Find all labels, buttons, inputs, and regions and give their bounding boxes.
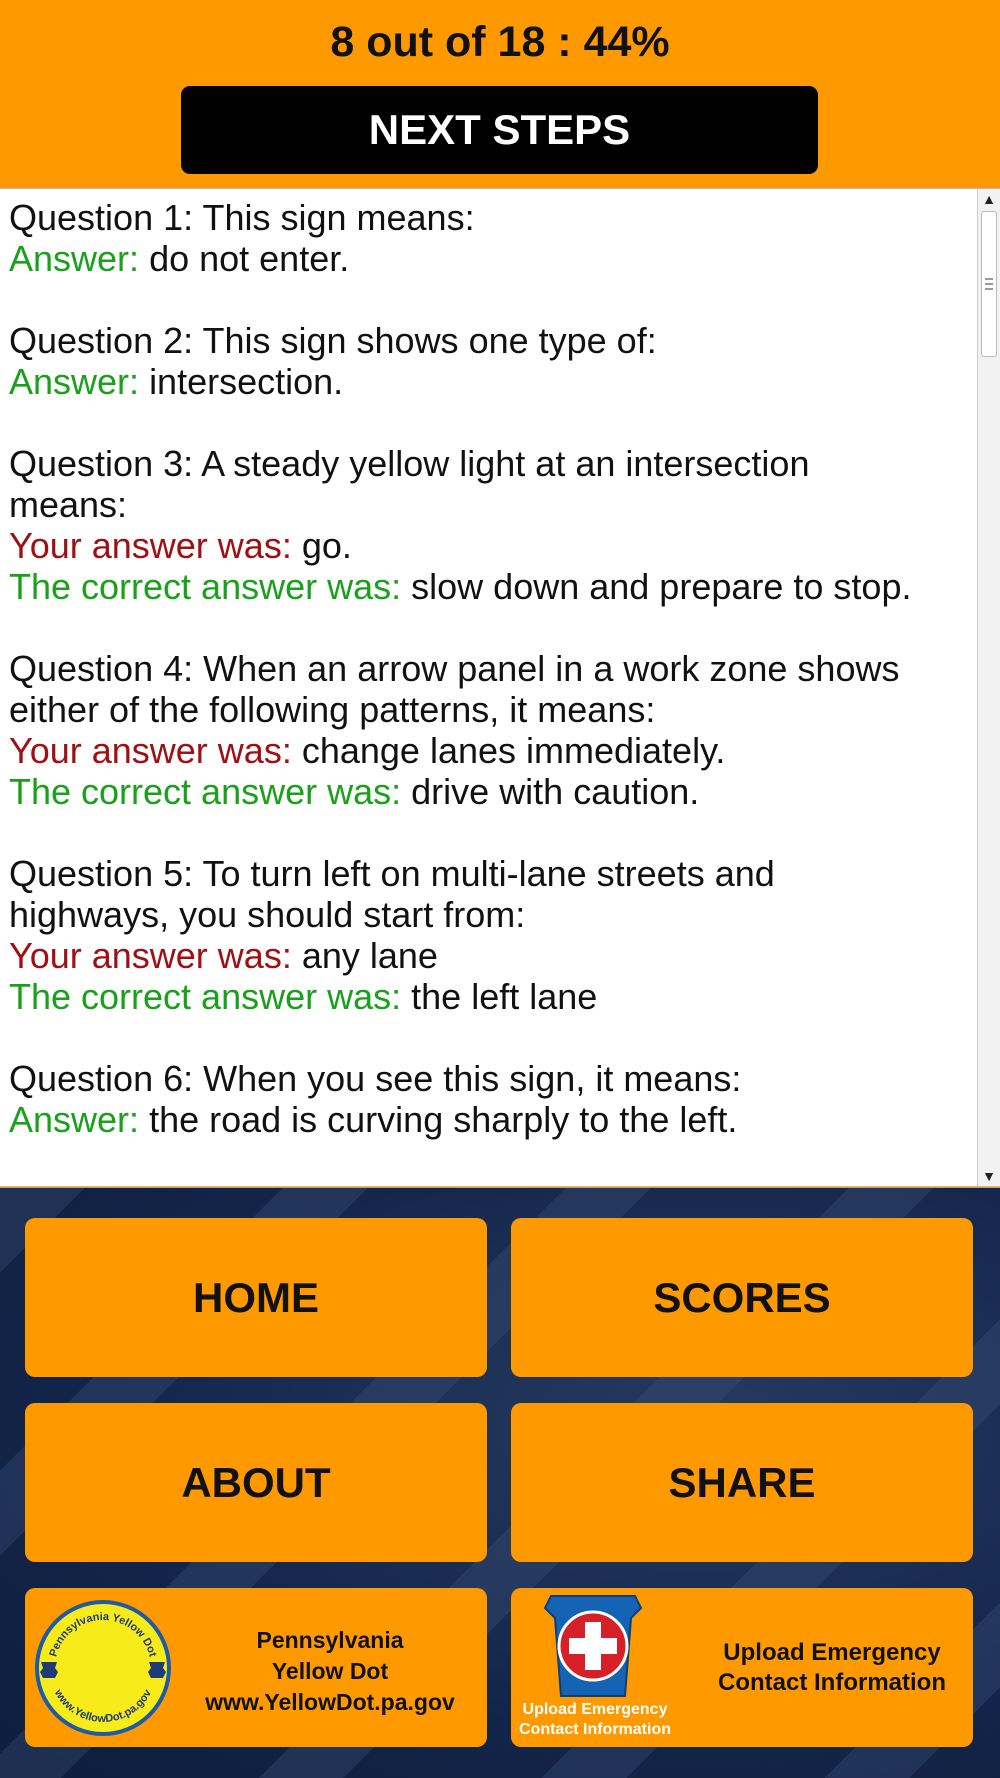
scrollbar[interactable] (977, 189, 1000, 1186)
answer-text: do not enter. (149, 238, 350, 279)
your-answer-label: Your answer was: (9, 730, 292, 771)
correct-answer-line (9, 976, 974, 1017)
your-answer-text: any lane (301, 935, 438, 976)
question-text: Question 1: This sign means: (9, 197, 475, 238)
question-text: Question 4: When an arrow panel in a work zone shows (9, 648, 900, 689)
results-list[interactable] (0, 188, 1000, 1187)
question-text: Question 5: To turn left on multi-lane streets and (9, 853, 775, 894)
home-button[interactable]: HOME (25, 1218, 487, 1377)
share-button[interactable]: SHARE (511, 1403, 973, 1562)
correct-answer-label: The correct answer was: (9, 566, 402, 607)
scroll-down-arrow-icon[interactable]: ▼ (982, 1168, 996, 1184)
scores-button[interactable]: SCORES (511, 1218, 973, 1377)
correct-answer-label: The correct answer was: (9, 771, 402, 812)
question-item (9, 443, 974, 607)
correct-answer-text: drive with caution. (411, 771, 700, 812)
keystone-caption-line-2: Contact Information (519, 1721, 671, 1738)
keystone-caption-line-1: Upload Emergency (522, 1701, 668, 1718)
grip-lines-icon (985, 278, 993, 290)
scroll-thumb[interactable] (981, 211, 997, 357)
your-answer-label: Your answer was: (9, 525, 292, 566)
yellow-dot-line-2: Yellow Dot (271, 1658, 389, 1684)
answer-line (9, 361, 974, 402)
upload-emergency-text (701, 1638, 963, 1698)
answer-line (9, 1099, 974, 1140)
results-content (9, 197, 974, 1181)
correct-answer-label: The correct answer was: (9, 976, 402, 1017)
next-steps-button[interactable]: NEXT STEPS (181, 86, 818, 174)
answer-text: intersection. (149, 361, 344, 402)
question-text: Question 6: When you see this sign, it means: (9, 1058, 742, 1099)
your-answer-line (9, 730, 974, 771)
correct-answer-text: the left lane (411, 976, 598, 1017)
question-item (9, 648, 974, 812)
yellow-dot-line-1: Pennsylvania (256, 1627, 404, 1653)
question-text: Question 2: This sign shows one type of: (9, 320, 657, 361)
your-answer-text: go. (301, 525, 352, 566)
question-text: either of the following patterns, it means: (9, 689, 656, 730)
correct-answer-line (9, 566, 974, 607)
yellow-dot-text (180, 1625, 480, 1718)
scroll-up-arrow-icon[interactable]: ▲ (982, 191, 996, 207)
answer-line (9, 238, 974, 279)
question-item (9, 197, 974, 279)
upload-text-line-2: Contact Information (718, 1669, 946, 1696)
keystone-red-cross-icon (543, 1594, 643, 1699)
answer-label: Answer: (9, 361, 140, 402)
correct-answer-line (9, 771, 974, 812)
keystone-caption (515, 1700, 675, 1740)
question-item (9, 1058, 974, 1140)
your-answer-line (9, 525, 974, 566)
score-text: 8 out of 18 : 44% (330, 18, 670, 66)
question-text: Question 3: A steady yellow light at an intersection (9, 443, 810, 484)
bottom-panel (0, 1188, 1000, 1778)
question-item (9, 853, 974, 1017)
svg-text:Pennsylvania Yellow Dot: Pennsylvania Yellow Dot (47, 1610, 159, 1659)
svg-text:www.YellowDot.pa.gov: www.YellowDot.pa.gov (51, 1687, 155, 1726)
question-item (9, 320, 974, 402)
your-answer-line (9, 935, 974, 976)
correct-answer-text: slow down and prepare to stop. (411, 566, 912, 607)
answer-label: Answer: (9, 1099, 140, 1140)
answer-text: the road is curving sharply to the left. (149, 1099, 738, 1140)
upload-text-line-1: Upload Emergency (723, 1639, 941, 1666)
yellow-dot-url: www.YellowDot.pa.gov (205, 1689, 455, 1715)
yellow-dot-logo-icon (33, 1598, 173, 1738)
yellow-dot-link[interactable] (25, 1588, 487, 1747)
your-answer-text: change lanes immediately. (301, 730, 726, 771)
about-button[interactable]: ABOUT (25, 1403, 487, 1562)
header (0, 0, 1000, 187)
answer-label: Answer: (9, 238, 140, 279)
upload-emergency-contact-link[interactable] (511, 1588, 973, 1747)
question-text: means: (9, 484, 128, 525)
question-text: highways, you should start from: (9, 894, 526, 935)
your-answer-label: Your answer was: (9, 935, 292, 976)
